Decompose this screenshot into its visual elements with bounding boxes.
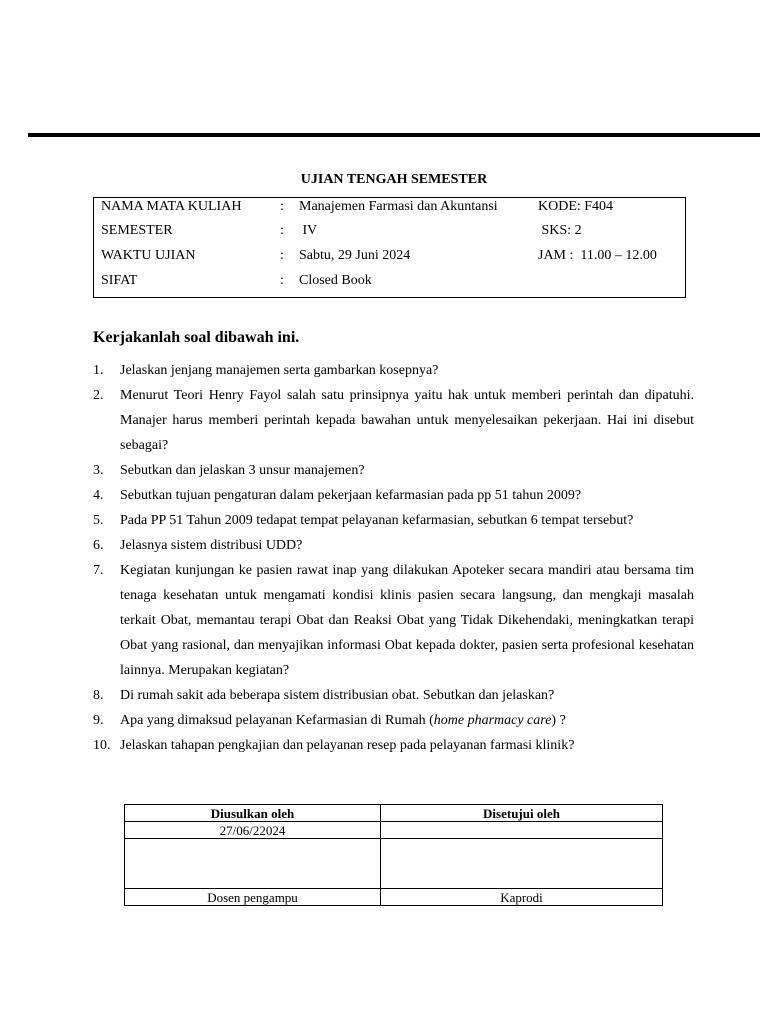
- info-row-course: [94, 199, 685, 221]
- approved-date: [381, 822, 663, 839]
- question-text: Kegiatan kunjungan ke pasien rawat inap yang dilakukan Apoteker secara mandiri atau bersama tim tenaga kesehatan untuk mengamati kondisi klinis pasien secara langsung, dan mengkaji masalah terkait Obat, memantau terapi Obat dan Reaksi Obat yang Tidak Dikehendaki, meningkatkan terapi Obat yang rasional, dan menyajikan informasi Obat kepada dokter, pasien serta profesional kesehatan lainnya. Merupakan kegiatan?: [120, 563, 694, 678]
- question-number: 1.: [93, 363, 104, 378]
- question-italic-term: home pharmacy care: [433, 713, 552, 728]
- exam-title: UJIAN TENGAH SEMESTER: [300, 172, 488, 187]
- question-number: 9.: [93, 713, 104, 728]
- question-item: [93, 558, 694, 683]
- question-number: 2.: [93, 388, 104, 403]
- info-row-semester: [94, 223, 685, 245]
- approver-role: Kaprodi: [381, 889, 663, 906]
- question-text: Jelaskan tahapan pengkajian dan pelayanan resep pada pelayanan farmasi klinik?: [120, 738, 575, 753]
- info-value: IV: [299, 223, 318, 238]
- info-colon: :: [280, 199, 284, 214]
- info-label: SIFAT: [101, 273, 138, 288]
- approval-date-row: [125, 822, 663, 839]
- question-item: [93, 533, 694, 558]
- approval-signature-row: [125, 839, 663, 889]
- question-item: [93, 358, 694, 383]
- info-extra: SKS: 2: [538, 223, 582, 238]
- question-number: 10.: [93, 738, 111, 753]
- question-text: [120, 713, 566, 728]
- question-number: 5.: [93, 513, 104, 528]
- question-item: [93, 508, 694, 533]
- info-label: WAKTU UJIAN: [101, 248, 196, 263]
- info-value: Closed Book: [299, 273, 372, 288]
- question-text-part: ) ?: [551, 713, 566, 728]
- question-text: Menurut Teori Henry Fayol salah satu prinsipnya yaitu hak untuk memberi perintah dan dipatuhi. Manajer harus memberi perintah kepada bawahan untuk menyelesaikan pekerjaan. Hai ini disebut sebagai?: [120, 388, 694, 453]
- instruction-heading: Kerjakanlah soal dibawah ini.: [93, 329, 300, 346]
- header-divider: [28, 133, 760, 137]
- question-text: Jelaskan jenjang manajemen serta gambarkan kosepnya?: [120, 363, 439, 378]
- info-colon: :: [280, 223, 284, 238]
- question-item: [93, 683, 694, 708]
- info-extra: KODE: F404: [538, 199, 614, 214]
- proposer-role: Dosen pengampu: [125, 889, 381, 906]
- question-text: Sebutkan dan jelaskan 3 unsur manajemen?: [120, 463, 365, 478]
- info-value: Sabtu, 29 Juni 2024: [299, 248, 411, 263]
- question-item: [93, 458, 694, 483]
- question-text: Jelasnya sistem distribusi UDD?: [120, 538, 303, 553]
- approval-table: [124, 804, 663, 906]
- question-item: [93, 383, 694, 458]
- question-number: 8.: [93, 688, 104, 703]
- question-item: [93, 708, 694, 733]
- question-item: [93, 483, 694, 508]
- question-number: 6.: [93, 538, 104, 553]
- info-label: NAMA MATA KULIAH: [101, 199, 242, 214]
- question-text: Pada PP 51 Tahun 2009 tedapat tempat pelayanan kefarmasian, sebutkan 6 tempat tersebut?: [120, 513, 634, 528]
- info-row-time: [94, 248, 685, 270]
- question-number: 3.: [93, 463, 104, 478]
- approval-header-row: [125, 805, 663, 822]
- info-row-nature: [94, 273, 685, 295]
- info-colon: :: [280, 248, 284, 263]
- question-text-part: Apa yang dimaksud pelayanan Kefarmasian di Rumah (: [120, 713, 434, 728]
- info-label: SEMESTER: [101, 223, 173, 238]
- proposed-by-header: Diusulkan oleh: [125, 805, 381, 822]
- proposer-signature-area: [125, 839, 381, 889]
- approval-role-row: [125, 889, 663, 906]
- info-extra: JAM : 11.00 – 12.00: [538, 248, 657, 263]
- question-item: [93, 733, 694, 758]
- question-text: Sebutkan tujuan pengaturan dalam pekerjaan kefarmasian pada pp 51 tahun 2009?: [120, 488, 582, 503]
- question-number: 7.: [93, 563, 104, 578]
- question-list: [93, 358, 694, 758]
- course-info-box: [93, 197, 686, 298]
- proposed-date: 27/06/22024: [125, 822, 381, 839]
- approver-signature-area: [381, 839, 663, 889]
- info-colon: :: [280, 273, 284, 288]
- approved-by-header: Disetujui oleh: [381, 805, 663, 822]
- question-number: 4.: [93, 488, 104, 503]
- info-value: Manajemen Farmasi dan Akuntansi: [299, 199, 498, 214]
- question-text: Di rumah sakit ada beberapa sistem distribusian obat. Sebutkan dan jelaskan?: [120, 688, 555, 703]
